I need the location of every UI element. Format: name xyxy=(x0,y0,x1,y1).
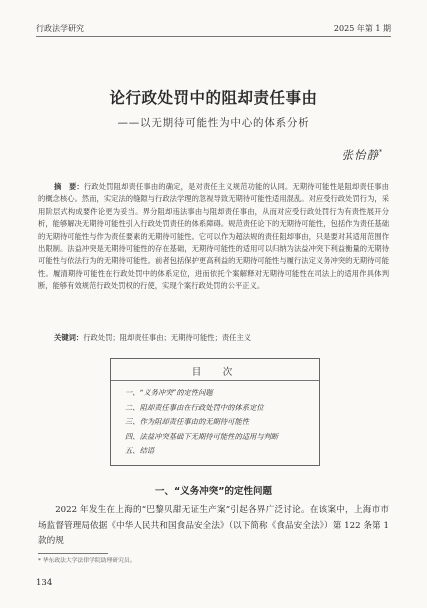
page-number: 134 xyxy=(36,578,53,588)
toc-item: 一、“义务冲突”的定性问题 xyxy=(125,388,213,397)
abstract-label: 摘 要： xyxy=(54,182,84,191)
footnote-divider xyxy=(38,553,108,554)
running-header xyxy=(36,22,391,37)
abstract xyxy=(38,181,389,293)
keywords xyxy=(38,332,389,344)
toc-list xyxy=(125,386,311,459)
keywords-label: 关键词： xyxy=(54,333,84,342)
toc-divider xyxy=(111,380,319,381)
toc-item: 五、结语 xyxy=(125,446,155,456)
article-title: 论行政处罚中的阻却责任事由 xyxy=(109,88,318,107)
body-paragraph: 2022 年发生在上海的“巴黎贝甜无证生产案”引起各界广泛讨论。在该案中，上海市市场监督管理局依据《中华人民共和国食品安全法》（以下简称《食品安全法》）第 122 条第 1 款的规 xyxy=(38,505,389,547)
journal-name: 行政法学研究 xyxy=(36,24,84,33)
abstract-text: 行政处罚阻却责任事由的确定，是对责任主义规范功能的认同。无期待可能性是阻却责任事由的概念核心。然而，实定法的缝隙与行政法学理的忽视导致无期待可能性适用混乱。对应受行政处罚行为，采用阶层式构成要件论更为妥当。界分阻却违法事由与阻却责任事由，从而对应受行政处罚行为有责性展开分析，能够解决无期待可能性引入行政处罚责任的体系障碍。规范责任论下的无期待可能性，包括作为责任基础的无期待可能性与作为责任要素的无期待可能性。它可以作为超法规的责任阻却事由，只是要对其适用范围作出限制。法益冲突是无期待可能性的存在基础，无期待可能性的适用可以归纳为法益冲突下利益衡量的无期待可能性与依法行为的无期待可能性。前者包括保护更高利益的无期待可能性与履行法定义务冲突的无期待可能性。履清期待可能性在行政处罚中的体系定位，进而依托个案解释对无期待可能性在司法上的适用作具体判断，能够有效规范行政处罚权的行使，实现个案行政处罚的公平正义。 xyxy=(38,182,390,291)
toc-item: 三、作为阻却责任事由的无期待可能性 xyxy=(125,417,250,427)
issue-label: 2025 年第 1 期 xyxy=(333,24,391,33)
section-heading: 一、“义务冲突”的定性问题 xyxy=(155,486,272,497)
toc-item: 二、阻却责任事由在行政处罚中的体系定位 xyxy=(125,402,264,412)
author-footnote-marker: * xyxy=(379,149,383,157)
article-subtitle: ——以无期待可能性为中心的体系分析 xyxy=(117,117,310,129)
table-of-contents xyxy=(110,358,320,466)
keywords-text: 行政处罚；阻却责任事由；无期待可能性；责任主义 xyxy=(83,333,252,342)
toc-title: 目 次 xyxy=(191,367,239,378)
author-name xyxy=(342,147,384,163)
footnote: * 华东政法大学法律学院助理研究员。 xyxy=(38,558,136,564)
toc-item: 四、法益冲突基础下无期待可能性的适用与判断 xyxy=(125,431,279,441)
author-name-text: 张怡静 xyxy=(341,148,379,162)
